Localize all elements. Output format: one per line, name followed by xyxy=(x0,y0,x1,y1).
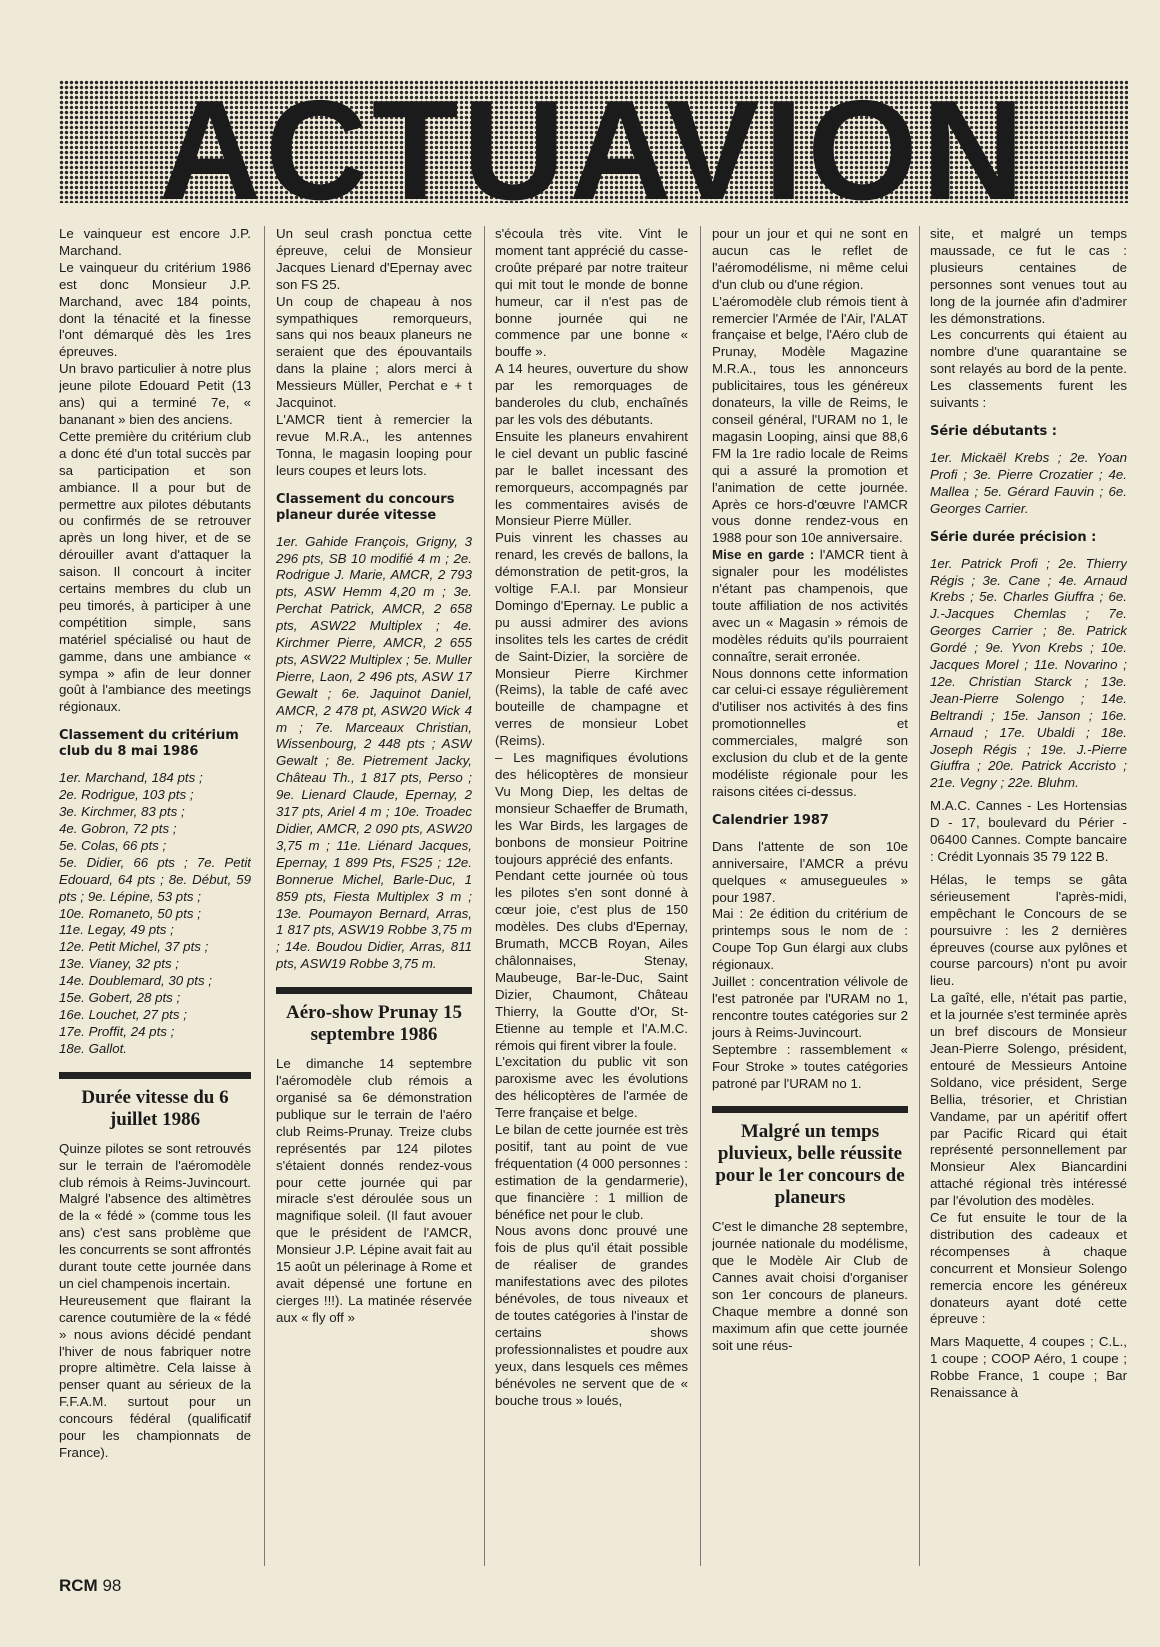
header-title: ACTUAVION xyxy=(158,80,1029,203)
paragraph: A 14 heures, ouverture du show par les remorquages de banderoles du club, enchaînés par les vols des débutants. xyxy=(495,361,688,427)
ranking-list: 1er. Patrick Profi ; 2e. Thierry Régis ; 3e. Cane ; 4e. Arnaud Krebs ; 5e. Charles Giuffra ; 6e. J.-Jacques Chemlas ; 7e. Georges Carrier ; 8e. Patrick Gordé ; 9e. Yvon Krebs ; 10e. Jacques Morel ; 11e. Novarino ; 12e. Christian Starck ; 13e. Jean-Pierre Solengo ; 14e. Beltrandi ; 15e. Janson ; 16e. Arnaud ; 17e. Ubaldi ; 18e. Joseph Régis ; 19e. J.-Pierre Giuffra ; 20e. Patrick Accristo ; 21e. Vegny ; 22e. Bluhm. xyxy=(930,555,1127,791)
column-divider xyxy=(264,226,265,1566)
paragraph: Mars Maquette, 4 coupes ; C.L., 1 coupe ; COOP Aéro, 1 coupe ; Robbe France, 1 coupe ; Bar Renaissance à xyxy=(930,1334,1127,1401)
section-rule xyxy=(712,1106,908,1113)
paragraph: Ensuite les planeurs envahirent le ciel devant un public fasciné par le ballet incessant des remorqueurs, accompagnés par les commentaires avisés de Monsieur Pierre Müller. xyxy=(495,428,688,529)
paragraph: La gaîté, elle, n'était pas partie, et la journée s'est terminée après un bref discours de Monsieur Jean-Pierre Solengo, président, entouré de Messieurs Antoine Soldano, vice président, Serge Bellia, trésorier, et Christian Vandame, par un apéritif offert par Pacific Ricard qui était représenté personnellement par Monsieur Alex Biancardini attaché régional très intéressé par l'évolution des modèles. xyxy=(930,990,1127,1209)
column-divider xyxy=(700,226,701,1566)
paragraph: Ce fut ensuite le tour de la distribution des cadeaux et récompenses à chaque concurrent et Monsieur Solengo remercia encore les généreux donateurs ayant doté cette épreuve : xyxy=(930,1210,1127,1327)
ranking-list: 1er. Mickaël Krebs ; 2e. Yoan Profi ; 3e. Pierre Crozatier ; 4e. Mallea ; 5e. Gérard Fauvin ; 6e. Georges Carrier. xyxy=(930,449,1127,516)
column-divider xyxy=(484,226,485,1566)
column-2 xyxy=(276,226,472,1576)
section-heading: Série débutants : xyxy=(930,423,1057,439)
paragraph: s'écoula très vite. Vint le moment tant apprécié du casse-croûte préparé par notre traiteur qui mit tout le monde de bonne humeur, car il n'est pas de bonne journée qui ne commence par une bonne « bouffe ». xyxy=(495,226,688,360)
section-rule xyxy=(59,1072,251,1079)
ranking-line: 14e. Doublemard, 30 pts ; xyxy=(59,973,213,989)
paragraph: Puis vinrent les chasses au renard, les crevés de ballons, la démonstration de petit-gros, la voltige F.A.I. par Monsieur Domingo d'Epernay. Le public a pu aussi admirer des avions insolites tels les cartes de crédit de Saint-Dizier, la sorcière de Monsieur Pierre Kirchmer (Reims), la table de café avec bouteille de champagne et verres de monsieur Lobet (Reims). xyxy=(495,530,688,749)
section-heading: Calendrier 1987 xyxy=(712,812,829,828)
paragraph-text: l'AMCR tient à signaler pour les modélistes n'étant pas champenois, que toute affiliation de nos activités avec un « Magasin » rémois de modèles réduits qu'ils pourraient connaître, serait erronée. xyxy=(712,547,908,664)
ranking-line: 12e. Petit Michel, 37 pts ; xyxy=(59,939,209,955)
paragraph: Nous donnons cette information car celui-ci essaye régulièrement d'utiliser nos activités à des fins promotionnelles et commerciales, malgré son exclusion du club et de la gente modéliste régionale pour les raisons citées ci-dessus. xyxy=(712,665,908,799)
paragraph: Le bilan de cette journée est très positif, tant au point de vue fréquentation (4 000 personnes : estimation de la gendarmerie), que financière : 1 million de bénéfice net pour le club. xyxy=(495,1122,688,1222)
paragraph-lead: Mise en garde : xyxy=(712,547,815,563)
paragraph: Hélas, le temps se gâta sérieusement l'après-midi, empêchant le Concours de se poursuivre : les 2 dernières épreuves (course aux pylônes et course parcours) n'ont pu avoir lieu. xyxy=(930,871,1127,989)
paragraph: M.A.C. Cannes - Les Hortensias D - 17, boulevard du Périer - 06400 Cannes. Compte bancaire : Crédit Lyonnais 35 79 122 B. xyxy=(930,798,1127,864)
subheading: Malgré un temps pluvieux, belle réussite pour le 1er concours de planeurs xyxy=(715,1121,905,1209)
paragraph: Mai : 2e édition du critérium de printemps sous le nom de : Coupe Top Gun élargi aux clubs régionaux. xyxy=(712,906,908,973)
paragraph: Les concurrents qui étaient au nombre d'une quarantaine se sont relayés au bord de la pente. Les classements furent les suivants : xyxy=(930,327,1127,411)
section-heading: Classement du critérium club du 8 mai 1986 xyxy=(59,728,239,760)
column-1 xyxy=(59,226,251,1576)
page-footer xyxy=(59,1576,121,1596)
paragraph: Pendant cette journée où tous les pilotes s'en sont donné à cœur joie, c'est plus de 150 modèles. Des clubs d'Epernay, Brumath, MCCB Royan, Ailes châlonnaises, Stenay, Maubeuge, Bar-le-Duc, Saint Dizier, Chaumont, Château Thierry, la Goutte d'Or, St-Etienne au temple et l'A.M.C. rémois qui firent vibrer la foule. xyxy=(495,868,688,1053)
paragraph: Un seul crash ponctua cette épreuve, celui de Monsieur Jacques Lienard d'Epernay avec son FS 25. xyxy=(276,226,472,292)
paragraph: Juillet : concentration vélivole de l'est patronée par l'URAM no 1, rencontre toutes catégories sur 2 jours à Reims-Juvincourt. xyxy=(712,974,908,1040)
paragraph: site, et malgré un temps maussade, ce fut le cas : plusieurs centaines de personnes sont venues tout au long de la journée afin d'admirer les démonstrations. xyxy=(930,226,1127,326)
ranking-list: 1er. Gahide François, Grigny, 3 296 pts, SB 10 modifié 4 m ; 2e. Rodrigue J. Marie, AMCR, 2 793 pts, ASW Hemm 4,20 m ; 3e. Perchat Patrick, AMCR, 2 658 pts, ASW22 Multiplex ; 4e. Kirchmer Pierre, AMCR, 2 655 pts, ASW22 Multiplex ; 5e. Muller Pierre, Laon, 2 496 pts, ASW 17 Gewalt ; 6e. Jaquinot Daniel, AMCR, 2 478 pt, ASW20 Wick 4 m ; 7e. Marceaux Christian, Wissenbourg, 2 448 pts ; ASW Gewalt ; 8e. Pietrement Jacky, Château Th., 1 817 pts, Perso ; 9e. Lienard Claude, Epernay, 2 317 pts, Ariel 4 m ; 10e. Troadec Didier, AMCR, 2 090 pts, ASW20 3,75 m ; 11e. Liénard Jacques, Epernay, 1 899 Pts, FS25 ; 12e. Bonnerue Michel, Barle-Duc, 1 859 pts, Fiesta Multiplex 3 m ; 13e. Poumayon Bernard, Arras, 1 817 pts, ASW19 Robbe 3,75 m ; 14e. Boudou Didier, Arras, 811 pts, ASW19 Robbe 3,75 m. xyxy=(276,533,472,972)
paragraph: L'excitation du public vit son paroxisme avec les évolutions des hélicoptères de l'armée de Terre française et belge. xyxy=(495,1054,688,1121)
ranking-line: 17e. Proffit, 24 pts ; xyxy=(59,1023,175,1039)
ranking-line: 11e. Legay, 49 pts ; xyxy=(59,922,174,938)
paragraph: pour un jour et qui ne sont en aucun cas le reflet de l'aéromodélisme, ni même celui d'un club ou d'une région. xyxy=(712,226,908,292)
paragraph: Cette première du critérium club a donc été d'un total succès par sa participation et son ambiance. Il a pour but de permettre aux pilotes débutants ou confirmés de se retrouver après un long hiver, et de se dérouiller avant d'attaquer la saison. Il concourt à inciter certains membres du club un peu timorés, à participer à une compétition simple, sans matériel spécialisé ou haut de gamme, dans une ambiance « sympa » afin de leur donner goût à l'ambiance des meetings régionaux. xyxy=(59,428,251,715)
paragraph xyxy=(712,547,908,665)
ranking-line: 15e. Gobert, 28 pts ; xyxy=(59,990,181,1006)
header-banner xyxy=(59,80,1128,203)
ranking-line: 2e. Rodrigue, 103 pts ; xyxy=(59,787,194,803)
column-5 xyxy=(930,226,1127,1576)
paragraph: Le vainqueur du critérium 1986 est donc Monsieur J.P. Marchand, avec 184 points, dont la ténacité et la finesse l'ont démarqué dès les 1res épreuves. xyxy=(59,259,251,360)
ranking-line: 13e. Vianey, 32 pts ; xyxy=(59,956,180,972)
ranking-line: 1er. Marchand, 184 pts ; xyxy=(59,770,203,786)
column-3 xyxy=(495,226,688,1576)
column-divider xyxy=(919,226,920,1566)
paragraph: Heureusement que flairant la carence coutumière de la « fédé » nous avions décidé pendant l'hiver de nous fabriquer notre propre altimètre. Cela laisse à penser quant au sérieux de la F.F.A.M. surtout pour un concours fédéral (qualificatif pour les championnats de France). xyxy=(59,1292,251,1460)
magazine-name: RCM xyxy=(59,1576,98,1595)
paragraph: Un bravo particulier à notre plus jeune pilote Edouard Petit (13 ans) qui a terminé 7e, « bananant » bien des anciens. xyxy=(59,361,251,427)
paragraph: Un coup de chapeau à nos sympathiques remorqueurs, sans qui nos beaux planeurs ne seraient que des épouvantails dans la plaine ; alors merci à Messieurs Müller, Perchat e + t Jacquinot. xyxy=(276,293,472,411)
page-number: 98 xyxy=(102,1576,122,1595)
ranking-line: 18e. Gallot. xyxy=(59,1040,128,1056)
ranking-line: 10e. Romaneto, 50 pts ; xyxy=(59,905,201,921)
paragraph: L'aéromodèle club rémois tient à remercier l'Armée de l'Air, l'ALAT française et belge, l'Aéro club de Prunay, Modèle Magazine M.R.A., tous les annonceurs publicitaires, tous les généreux donateurs, la ville de Reims, le conseil général, l'URAM no 1, le magasin Looping, ainsi que 88,6 FM la 1re radio locale de Reims qui a assuré la promotion et l'animation de cette journée. Après ce hors-d'œuvre l'AMCR vous donne rendez-vous en 1988 pour son 10e anniversaire. xyxy=(712,293,908,546)
paragraph: L'AMCR tient à remercier la revue M.R.A., les antennes Tonna, le magasin looping pour leurs coupes et leurs lots. xyxy=(276,411,472,478)
paragraph: Nous avons donc prouvé une fois de plus qu'il était possible de réaliser de grandes manifestations avec des pilotes bénévoles, de tous niveaux et de toutes catégories à l'instar de certains shows professionnalistes et poudre aux yeux, dans lesquels ces mêmes bénévoles ne servent que de « bouche trous » loués, xyxy=(495,1223,688,1408)
paragraph: C'est le dimanche 28 septembre, journée nationale du modélisme, que le Modèle Air Club de Cannes avait choisi d'organiser son 1er concours de planeurs. Chaque membre a donné son maximum afin que cette journée soit une réus- xyxy=(712,1219,908,1353)
subheading: Durée vitesse du 6 juillet 1986 xyxy=(81,1086,229,1130)
section-rule xyxy=(276,987,472,994)
paragraph: Le dimanche 14 septembre l'aéromodèle club rémois a organisé sa 6e démonstration publique sur le terrain de l'aéro club Reims-Prunay. Treize clubs représentés par 124 pilotes s'étaient donnés rendez-vous pour cette journée qui par miracle s'est déroulée sous un magnifique soleil. (Il faut avouer que le président de l'AMCR, Monsieur J.P. Lépine avait fait au 15 août un pélerinage à Rome et avait dépensé une fortune en cierges !!!). La matinée réservée aux « fly off » xyxy=(276,1056,472,1325)
subheading: Aéro-show Prunay 15 septembre 1986 xyxy=(286,1002,462,1046)
ranking-line: 5e. Colas, 66 pts ; xyxy=(59,837,167,853)
paragraph: – Les magnifiques évolutions des hélicoptères de monsieur Vu Mong Diep, les deltas de monsieur Schaeffer de Brumath, les War Birds, les largages de bonbons de monsieur Poitrine toujours apprécié des enfants. xyxy=(495,750,688,867)
ranking-line: 16e. Louchet, 27 pts ; xyxy=(59,1006,187,1022)
paragraph: Dans l'attente de son 10e anniversaire, l'AMCR a prévu quelques « amusegueules » pour 1987. xyxy=(712,838,908,905)
ranking-line: 4e. Gobron, 72 pts ; xyxy=(59,821,177,836)
paragraph: Septembre : rassemblement « Four Stroke » toutes catégories patroné par l'URAM no 1. xyxy=(712,1041,908,1091)
ranking-line: 3e. Kirchmer, 83 pts ; xyxy=(59,804,185,820)
paragraph: Le vainqueur est encore J.P. Marchand. xyxy=(59,226,251,258)
paragraph: Quinze pilotes se sont retrouvés sur le terrain de l'aéromodèle club rémois à Reims-Juvincourt. Malgré l'absence des altimètres de la « fédé » (comme tous les ans) c'est sans problème que les concurrents se sont affrontés durant toute cette journée dans un ciel champenois incertain. xyxy=(59,1140,251,1291)
section-heading: Classement du concours planeur durée vitesse xyxy=(276,491,455,523)
column-4 xyxy=(712,226,908,1576)
section-heading: Série durée précision : xyxy=(930,529,1097,545)
ranking-line: 5e. Didier, 66 pts ; 7e. Petit Edouard, 64 pts ; 8e. Début, 59 pts ; 9e. Lépine, 53 pts ; xyxy=(59,854,251,904)
